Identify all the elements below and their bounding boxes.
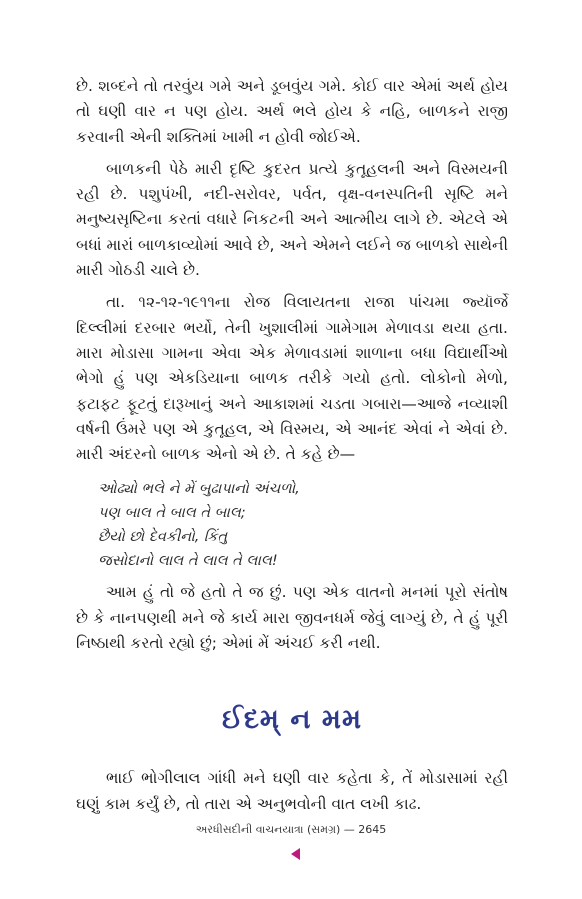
paragraph-3: તા. ૧૨-૧૨-૧૯૧૧ના રોજ વિલાયતના રાજા પાંચમા જ્યૉર્જે દિલ્લીમાં દરબાર ભર્યો, તેની ખુશાલીમાં ગામેગામ મેળાવડા થયા હતા. મારા મોડાસા ગામના એવા એક મેળાવડામાં શાળાના બધા વિદ્યાર્થીઓ ભેગો હું પણ એકડિયાના બાળક તરીકે ગયો હતો. લોકોનો મેળો, ફટાફટ ફૂટતું દારૂખાનું અને આકાશમાં ચડતા ગબારા—આજે નવ્યાશી વર્ષની ઉંમરે પણ એ કુતૂહલ, એ વિસ્મય, એ આનંદ એવાં ને એવાં છે. મારી અંદરનો બાળક એનો એ છે. તે કહે છે—	[76, 293, 508, 464]
paragraph-2: બાળકની પેઠે મારી દૃષ્ટિ કુદરત પ્રત્યે કુતૂહલની અને વિસ્મયની રહી છે. પશુપંખી, નદી-સરોવર, પર્વત, વૃક્ષ-વનસ્પતિની સૃષ્ટિ મને મનુષ્યસૃષ્ટિના કરતાં વધારે નિકટની અને આત્મીય લાગે છે. એટલે એ બધાં મારાં બાળકાવ્યોમાં આવે છે, અને એમને લઈને જ બાળકો સાથેની મારી ગોઠડી ચાલે છે.	[76, 159, 508, 280]
previous-page-arrow-icon[interactable]	[291, 848, 300, 860]
footer-separator: —	[343, 823, 355, 836]
footer-page-number: 2645	[358, 823, 387, 836]
poem-block	[98, 477, 508, 573]
paragraph-5: ભાઈ ભોગીલાલ ગાંધી મને ઘણી વાર કહેતા કે, તેં મોડાસામાં રહી ઘણું કામ કર્યું છે, તો તારા એ અનુભવોની વાત લખી કાઢ.	[76, 769, 508, 813]
page-footer	[0, 822, 582, 838]
section-heading: ઈદમ્ ન મમ	[221, 704, 363, 736]
paragraph-1: છે. શબ્દને તો તરવુંય ગમે અને ડૂબવુંય ગમે. કોઈ વાર એમાં અર્થ હોય તો ઘણી વાર ન પણ હોય. અર્થ ભલે હોય કે નહિ, બાળકને રાજી કરવાની એની શક્તિમાં ખામી ન હોવી જોઈએ.	[76, 77, 508, 146]
paragraph-4: આમ હું તો જે હતો તે જ છું. પણ એક વાતનો મનમાં પૂરો સંતોષ છે કે નાનપણથી મને જે કાર્ય મારા જીવનધર્મ જેવું લાગ્યું છે, તે હું પૂરી નિષ્ઠાથી કરતો રહ્યો છું; એમાં મેં અંચઈ કરી નથી.	[76, 583, 508, 653]
poem-line-2: પણ બાલ તે બાલ તે બાલ;	[98, 505, 246, 522]
poem-line-1: ઓઢ્યો ભલે ને મેં બુઢાપાનો અંચળો,	[98, 481, 300, 498]
poem-line-4: જસોદાનો લાલ તે લાલ તે લાલ!	[98, 553, 278, 570]
poem-line-3: છૈયો છો દેવકીનો, કિંતુ	[98, 529, 228, 546]
page-body	[76, 74, 508, 817]
footer-book-title: અરધીસદીની વાચનયાત્રા (સમગ્ર)	[195, 823, 341, 836]
